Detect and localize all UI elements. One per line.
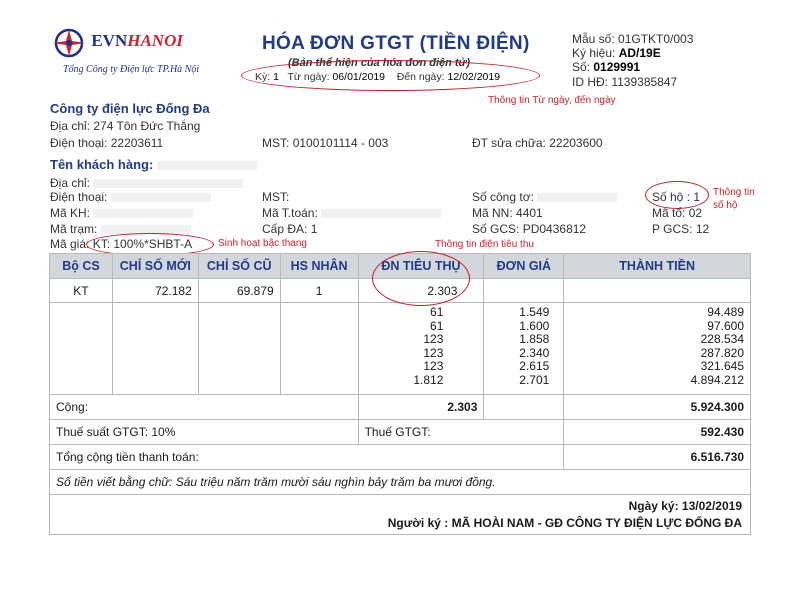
col-bo-cs: Bộ CS	[50, 254, 113, 279]
vat-rate: Thuế suất GTGT: 10%	[50, 420, 359, 445]
customer-ma-nn: Mã NN: 4401	[472, 206, 543, 220]
customer-so-gcs: Số GCS: PD0436812	[472, 222, 587, 236]
signature-row	[50, 495, 751, 535]
tier-kwh: 123	[423, 345, 444, 360]
sign-date: Ngày ký: 13/02/2019	[628, 498, 742, 513]
tier-block-row	[50, 303, 751, 395]
tier-empty-4	[280, 303, 358, 395]
customer-household-count: Số hộ : 1	[652, 190, 701, 204]
tier-price-column	[484, 303, 564, 395]
tier-empty-3	[198, 303, 280, 395]
customer-station: Mã trạm:	[50, 222, 191, 236]
col-dn-tieu-thu: ĐN TIÊU THỤ	[358, 254, 484, 279]
customer-tariff-code: Mã giá: KT: 100%*SHBT-A	[50, 237, 193, 251]
customer-p-gcs: P GCS: 12	[652, 222, 710, 236]
customer-voltage-level: Cấp ĐA: 1	[262, 222, 318, 236]
col-hs-nhan: HS NHÂN	[280, 254, 358, 279]
period-highlight-ellipse	[241, 60, 540, 91]
reading-empty-price	[484, 279, 564, 303]
tier-kwh: 61	[430, 318, 444, 333]
billing-period: Kỳ: 1 Từ ngày: 06/01/2019 Đến ngày: 12/02/2019	[255, 71, 501, 83]
reading-old-index: 69.879	[198, 279, 280, 303]
grand-total-label: Tổng cộng tiền thanh toán:	[50, 445, 564, 470]
corporation-name: Tổng Công ty Điện lực TP.Hà Nội	[63, 64, 200, 75]
tier-amount: 4.894.212	[690, 372, 744, 387]
total-amount: 5.924.300	[564, 395, 751, 420]
household-annotation: Thông tin số hộ	[713, 187, 755, 211]
consumption-highlight-ellipse	[372, 251, 470, 306]
total-row	[50, 395, 751, 420]
tier-amount: 321.645	[700, 359, 744, 373]
col-chi-so-moi: CHỈ SỐ MỚI	[112, 254, 198, 279]
tier-kwh: 1.812	[413, 372, 444, 387]
reading-empty-amount	[564, 279, 751, 303]
customer-settlement-code: Mã T.toán:	[262, 206, 441, 220]
grand-total-row	[50, 445, 751, 470]
tier-kwh-column	[358, 303, 484, 395]
seller-repair-phone: ĐT sửa chữa: 22203600	[472, 136, 603, 150]
tier-price: 2.701	[519, 372, 550, 387]
tier-kwh: 61	[430, 305, 444, 319]
signer: Người ký : MÃ HOÀI NAM - GĐ CÔNG TY ĐIỆN LỰC ĐỐNG ĐA	[387, 515, 742, 530]
vat-row	[50, 420, 751, 445]
reading-consumption: 2.303	[358, 279, 484, 303]
customer-mst: MST:	[262, 190, 290, 204]
in-words-row	[50, 470, 751, 495]
tier-amount: 287.820	[700, 345, 744, 360]
amount-in-words: Số tiền viết bằng chữ: Sáu triệu năm trăm mười sáu nghìn bảy trăm ba mươi đồng.	[50, 470, 751, 495]
date-annotation: Thông tin Từ ngày, đến ngày	[488, 95, 616, 106]
signature-block	[50, 495, 751, 535]
grand-total-amount: 6.516.730	[564, 445, 751, 470]
tier-price: 1.858	[519, 332, 550, 346]
reading-bo-cs: KT	[50, 279, 113, 303]
tier-amount: 97.600	[707, 318, 744, 333]
tier-empty-1	[50, 303, 113, 395]
customer-code: Mã KH:	[50, 206, 193, 220]
tier-empty-2	[112, 303, 198, 395]
invoice-title: HÓA ĐƠN GTGT (TIỀN ĐIỆN)	[262, 33, 530, 54]
col-don-gia: ĐƠN GIÁ	[484, 254, 564, 279]
customer-ma-to: Mã tổ: 02	[652, 206, 703, 220]
col-thanh-tien: THÀNH TIỀN	[564, 254, 751, 279]
tariff-annotation: Sinh hoạt bậc thang	[218, 238, 307, 249]
seller-address: Địa chỉ: 274 Tôn Đức Thắng	[50, 119, 201, 133]
reading-multiplier: 1	[280, 279, 358, 303]
reading-new-index: 72.182	[112, 279, 198, 303]
vat-amount: 592.430	[564, 420, 751, 445]
tier-amount: 94.489	[707, 305, 744, 319]
customer-address: Địa chỉ:	[50, 176, 243, 190]
invoice-subtitle: (Bản thể hiện của hóa đơn điện tử)	[288, 57, 471, 69]
total-label: Cộng:	[50, 395, 359, 420]
seller-phone: Điện thoại: 22203611	[50, 136, 164, 150]
logo-wordmark: EVNHANOI	[91, 31, 183, 51]
total-kwh: 2.303	[358, 395, 484, 420]
tier-kwh: 123	[423, 359, 444, 373]
seller-name: Công ty điện lực Đống Đa	[50, 101, 210, 116]
customer-meter-number: Số công tơ:	[472, 190, 617, 204]
consumption-annotation: Thông tin điện tiêu thụ	[435, 239, 534, 250]
tier-price: 2.340	[519, 345, 550, 360]
tier-kwh: 123	[423, 332, 444, 346]
evn-lightning-logo-icon	[50, 27, 88, 59]
customer-heading: Tên khách hàng:	[50, 157, 257, 172]
seller-mst: MST: 0100101114 - 003	[262, 136, 389, 150]
vat-label: Thuế GTGT:	[358, 420, 564, 445]
tier-amount-column	[564, 303, 751, 395]
col-chi-so-cu: CHỈ SỐ CŨ	[198, 254, 280, 279]
total-empty	[484, 395, 564, 420]
invoice-meta: Mẫu số: 01GTKT0/003 Ký hiệu: AD/19E Số: 0129991 ID HĐ: 1139385847	[572, 32, 694, 89]
customer-phone: Điện thoại:	[50, 190, 211, 204]
household-highlight-ellipse	[645, 181, 709, 209]
tier-price: 2.615	[519, 359, 550, 373]
tier-price: 1.600	[519, 318, 550, 333]
evn-logo	[50, 27, 183, 59]
tier-price: 1.549	[519, 305, 550, 319]
tier-amount: 228.534	[700, 332, 744, 346]
